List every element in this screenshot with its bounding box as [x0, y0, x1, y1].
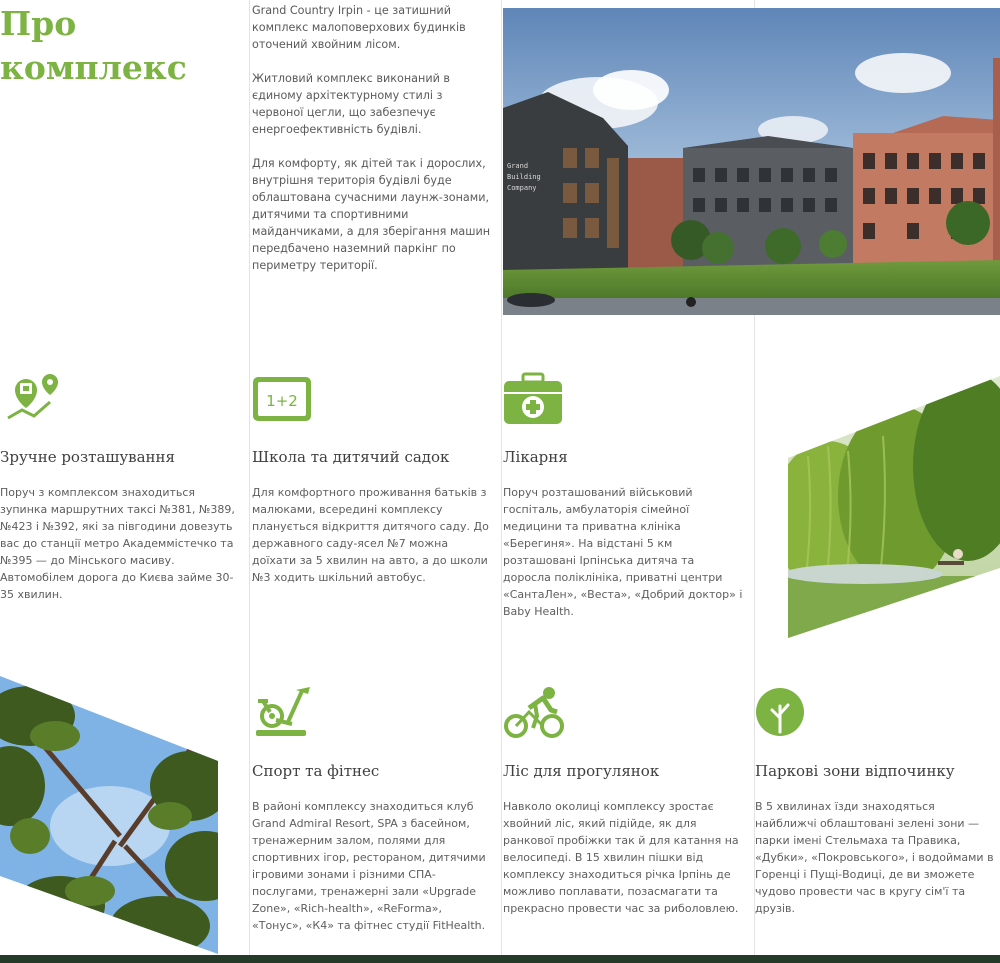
building-sign-line: Grand — [507, 162, 529, 170]
feature-location — [0, 372, 245, 603]
feature-hospital — [503, 372, 743, 620]
feature-sport — [252, 686, 492, 934]
intro-text — [252, 2, 497, 291]
page-title: Про комплекс — [0, 4, 187, 87]
cyclist-icon — [503, 686, 565, 738]
feature-forest — [503, 686, 743, 917]
feature-title: Лікарня — [503, 448, 568, 466]
exercise-bike-icon — [252, 686, 314, 738]
medical-kit-icon — [503, 372, 565, 424]
feature-text: Поруч розташований військовий госпіталь, амбулаторія сімейної медицини та приватна клініка «Берегиня». На відстані 5 км розташовані Ірпінська дитяча та доросла поліклініка, приватні центри «СантаЛен», «Веста», «Добрий доктор» і Baby Health. — [503, 486, 743, 618]
feature-title: Зручне розташування — [0, 448, 176, 466]
building-photo — [503, 8, 1000, 315]
feature-school — [252, 372, 492, 586]
school-board-icon-text: 1+2 — [266, 392, 298, 410]
feature-title: Спорт та фітнес — [252, 762, 380, 780]
building-sign-line: Company — [507, 184, 537, 192]
building-sign-line: Building — [507, 173, 541, 181]
feature-title: Паркові зони відпочинку — [755, 762, 955, 780]
location-pins-icon — [0, 372, 62, 424]
tree-icon — [755, 686, 817, 738]
feature-text: Навколо околиці комплексу зростає хвойний ліс, який підійде, як для ранкової пробіжки так й для катання на велосипеді. В 15 хвилин пішки від комплексу знаходиться річка Ірпінь де можливо поплавати, позасмагати та прекрасно провести час за риболовлею. — [503, 800, 739, 915]
footer-bar — [0, 955, 1000, 963]
intro-paragraph: Для комфорту, як дітей так і дорослих, внутрішня територія будівлі буде облаштована сучасними лаунж-зонами, дитячими та спортивними майданчиками, а для зберігання машин передбачено наземний паркінг по периметру території. — [252, 157, 491, 272]
intro-paragraph: Grand Country Irpin - це затишний комплекс малоповерхових будинків оточений хвойним лісом. — [252, 4, 466, 51]
column-divider — [249, 0, 250, 955]
feature-text: В 5 хвилинах їзди знаходяться найближчі облаштовані зелені зони — парки імені Стельмаха та Правика, «Дубки», «Покровського», і водоймами в Горенці і Пущі-Водиці, де ви зможете чудово провести час в кругу сім'ї та друзів. — [755, 800, 994, 915]
school-board-icon — [252, 372, 314, 424]
feature-text: Для комфортного проживання батьків з малюками, всередині комплексу планується відкриття дитячого саду. До державного саду-ясел №7 можна доїхати за 5 хвилин на авто, а до школи №3 ходить шкільний автобус. — [252, 486, 489, 584]
feature-title: Школа та дитячий садок — [252, 448, 450, 466]
intro-paragraph: Житловий комплекс виконаний в єдиному архітектурному стилі з червоної цегли, що забезпечує енергоефективність будівлі. — [252, 72, 451, 136]
pine-forest-photo — [0, 676, 218, 954]
feature-text: В районі комплексу знаходиться клуб Grand Admiral Resort, SPA з басейном, тренажерним залом, полями для спортивних ігор, рестораном, дитячими ігровими зонами і різними СПА-послугами, тренажерні зали «Upgrade Zone», «Rich-health», «ReForma», «Тонус», «К4» та фітнес студії FitHealth. — [252, 800, 486, 932]
park-photo — [788, 376, 1000, 638]
feature-title: Ліс для прогулянок — [503, 762, 660, 780]
feature-park — [755, 686, 995, 917]
feature-text: Поруч з комплексом знаходиться зупинка маршрутних таксі №381, №389, №423 і №392, які за півгодини довезуть вас до станції метро Академмістечко та №395 — до Мінського масиву. Автомобілем дорога до Києва займе 30-35 хвилин. — [0, 486, 235, 601]
column-divider — [501, 0, 502, 955]
